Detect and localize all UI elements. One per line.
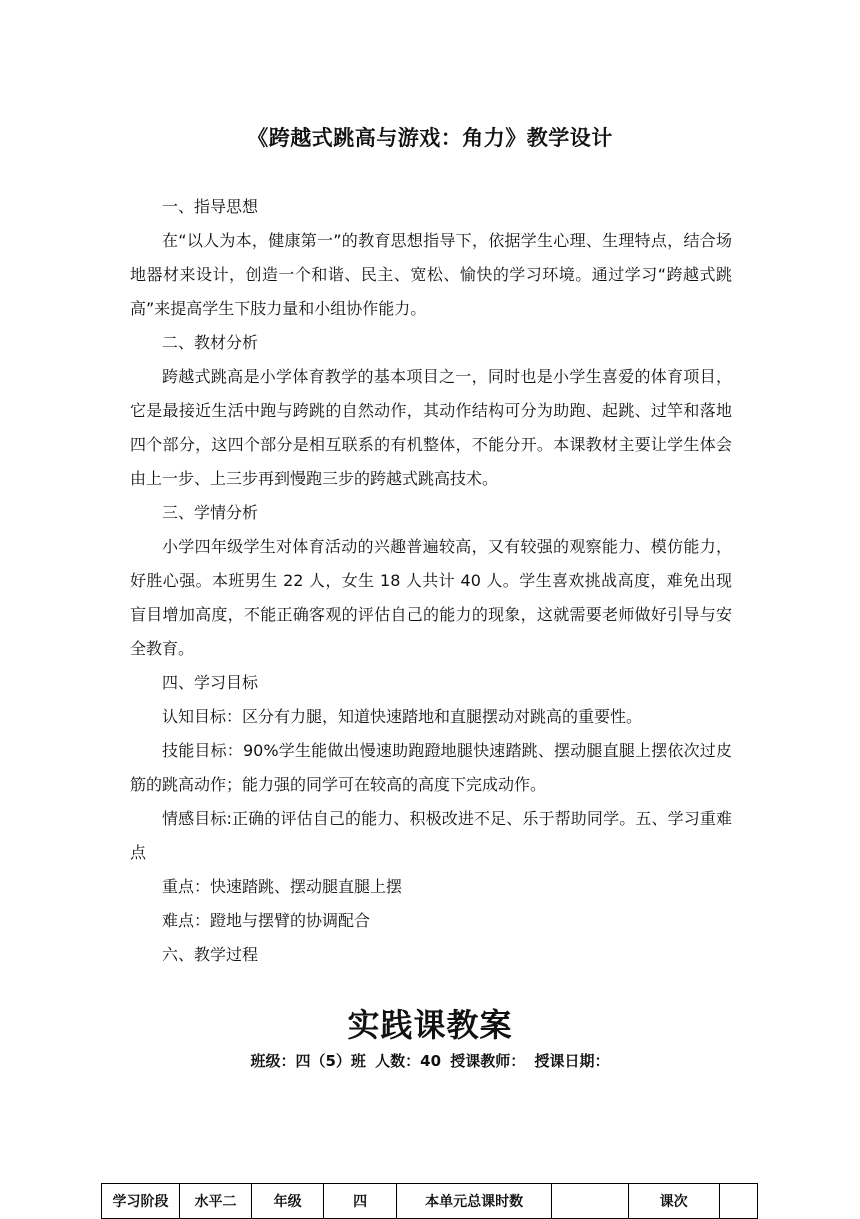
section-body-guiding-ideology: 在“以人为本，健康第一”的教育思想指导下，依据学生心理、生理特点，结合场地器材来设计，创造一个和谐、民主、宽松、愉快的学习环境。通过学习“跨越式跳高”来提高学生下肢力量和小组协作能力。 [130, 231, 732, 318]
table-cell-grade-value: 四 [324, 1184, 397, 1219]
lesson-info-table [101, 1183, 758, 1219]
date-label: 授课日期： [534, 1052, 610, 1070]
teacher-label: 授课教师： [450, 1052, 526, 1070]
lesson-plan-title: 实践课教案 [347, 1006, 513, 1044]
section-heading-material-analysis: 二、教材分析 [162, 333, 259, 352]
table-cell-total-hours-label: 本单元总课时数 [397, 1184, 552, 1219]
section-body-learner-analysis: 小学四年级学生对体育活动的兴趣普遍较高，又有较强的观察能力、模仿能力，好胜心强。本班男生 22 人，女生 18 人共计 40 人。学生喜欢挑战高度，难免出现盲目增加高度，不能正确客观的评估自己的能力的现象，这就需要老师做好引导与安全教育。 [130, 537, 732, 658]
student-count-label: 人数：40 [375, 1052, 442, 1070]
section-heading-learner-analysis: 三、学情分析 [162, 503, 259, 522]
table-cell-lesson-number-value [719, 1184, 757, 1219]
table-cell-lesson-number-label: 课次 [628, 1184, 719, 1219]
class-label: 班级：四（5）班 [250, 1052, 366, 1070]
table-cell-total-hours-value [551, 1184, 628, 1219]
table-cell-grade-label: 年级 [252, 1184, 324, 1219]
document-title: 《跨越式跳高与游戏：角力》教学设计 [247, 126, 613, 150]
table-cell-stage-label: 学习阶段 [102, 1184, 180, 1219]
class-info-line [0, 1050, 860, 1071]
goal-cognitive: 认知目标：区分有力腿，知道快速踏地和直腿摆动对跳高的重要性。 [162, 707, 643, 726]
difficult-point: 难点：蹬地与摆臂的协调配合 [162, 911, 371, 930]
section-heading-guiding-ideology: 一、指导思想 [162, 197, 259, 216]
section-body-material-analysis: 跨越式跳高是小学体育教学的基本项目之一，同时也是小学生喜爱的体育项目，它是最接近生活中跑与跨跳的自然动作，其动作结构可分为助跑、起跳、过竿和落地四个部分，这四个部分是相互联系的有机整体，不能分开。本课教材主要让学生体会由上一步、上三步再到慢跑三步的跨越式跳高技术。 [130, 367, 732, 488]
section-heading-teaching-process: 六、教学过程 [162, 945, 259, 964]
goal-emotion: 情感目标:正确的评估自己的能力、积极改进不足、乐于帮助同学。五、学习重难点 [130, 809, 732, 862]
table-row [102, 1184, 758, 1219]
goal-skill: 技能目标：90%学生能做出慢速助跑蹬地腿快速踏跳、摆动腿直腿上摆依次过皮筋的跳高动作；能力强的同学可在较高的高度下完成动作。 [130, 741, 732, 794]
table-cell-stage-value: 水平二 [179, 1184, 251, 1219]
key-point: 重点：快速踏跳、摆动腿直腿上摆 [162, 877, 403, 896]
section-heading-learning-goals: 四、学习目标 [162, 673, 259, 692]
